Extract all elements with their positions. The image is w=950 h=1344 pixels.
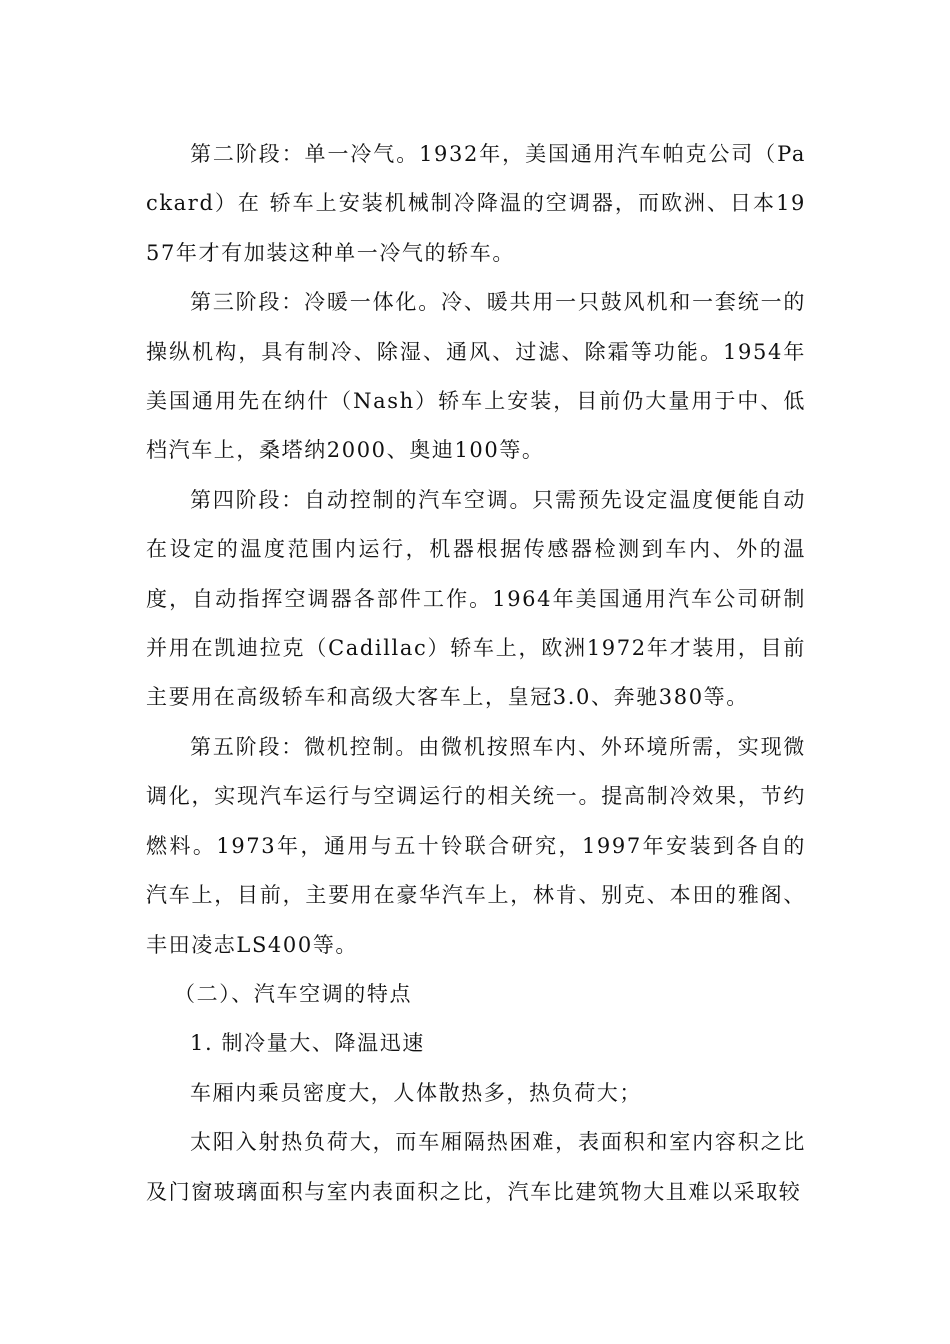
document-body	[146, 130, 806, 1217]
section-heading: （二）、汽车空调的特点	[174, 981, 413, 1006]
paragraph-stage-two: 第二阶段：单一冷气。1932年，美国通用汽车帕克公司（Packard）在 轿车上安装机械制冷降温的空调器，而欧洲、日本1957年才有加装这种单一冷气的轿车。	[146, 142, 806, 265]
subsection-heading: 1. 制冷量大、降温迅速	[190, 1031, 425, 1056]
paragraph-stage-five: 第五阶段：微机控制。由微机按照车内、外环境所需，实现微调化，实现汽车运行与空调运行的相关统一。提高制冷效果，节约燃料。1973年，通用与五十铃联合研究，1997年安装到各自的汽车上，目前，主要用在豪华汽车上，林肯、别克、本田的雅阁、丰田凌志LS400等。	[146, 734, 806, 957]
paragraph-stage-four: 第四阶段：自动控制的汽车空调。只需预先设定温度便能自动在设定的温度范围内运行，机器根据传感器检测到车内、外的温度，自动指挥空调器各部件工作。1964年美国通用汽车公司研制并用在凯迪拉克（Cadillac）轿车上，欧洲1972年才装用，目前主要用在高级轿车和高级大客车上，皇冠3.0、奔驰380等。	[146, 487, 806, 710]
body-paragraph-occupant-density: 车厢内乘员密度大，人体散热多，热负荷大；	[190, 1080, 642, 1105]
body-paragraph-solar-load: 太阳入射热负荷大，而车厢隔热困难，表面积和室内容积之比及门窗玻璃面积与室内表面积之比，汽车比建筑物大且难以采取较	[146, 1130, 806, 1204]
paragraph-stage-three: 第三阶段：冷暖一体化。冷、暖共用一只鼓风机和一套统一的操纵机构，具有制冷、除湿、通风、过滤、除霜等功能。1954年美国通用先在纳什（Nash）轿车上安装，目前仍大量用于中、低档汽车上，桑塔纳2000、奥迪100等。	[146, 290, 806, 463]
